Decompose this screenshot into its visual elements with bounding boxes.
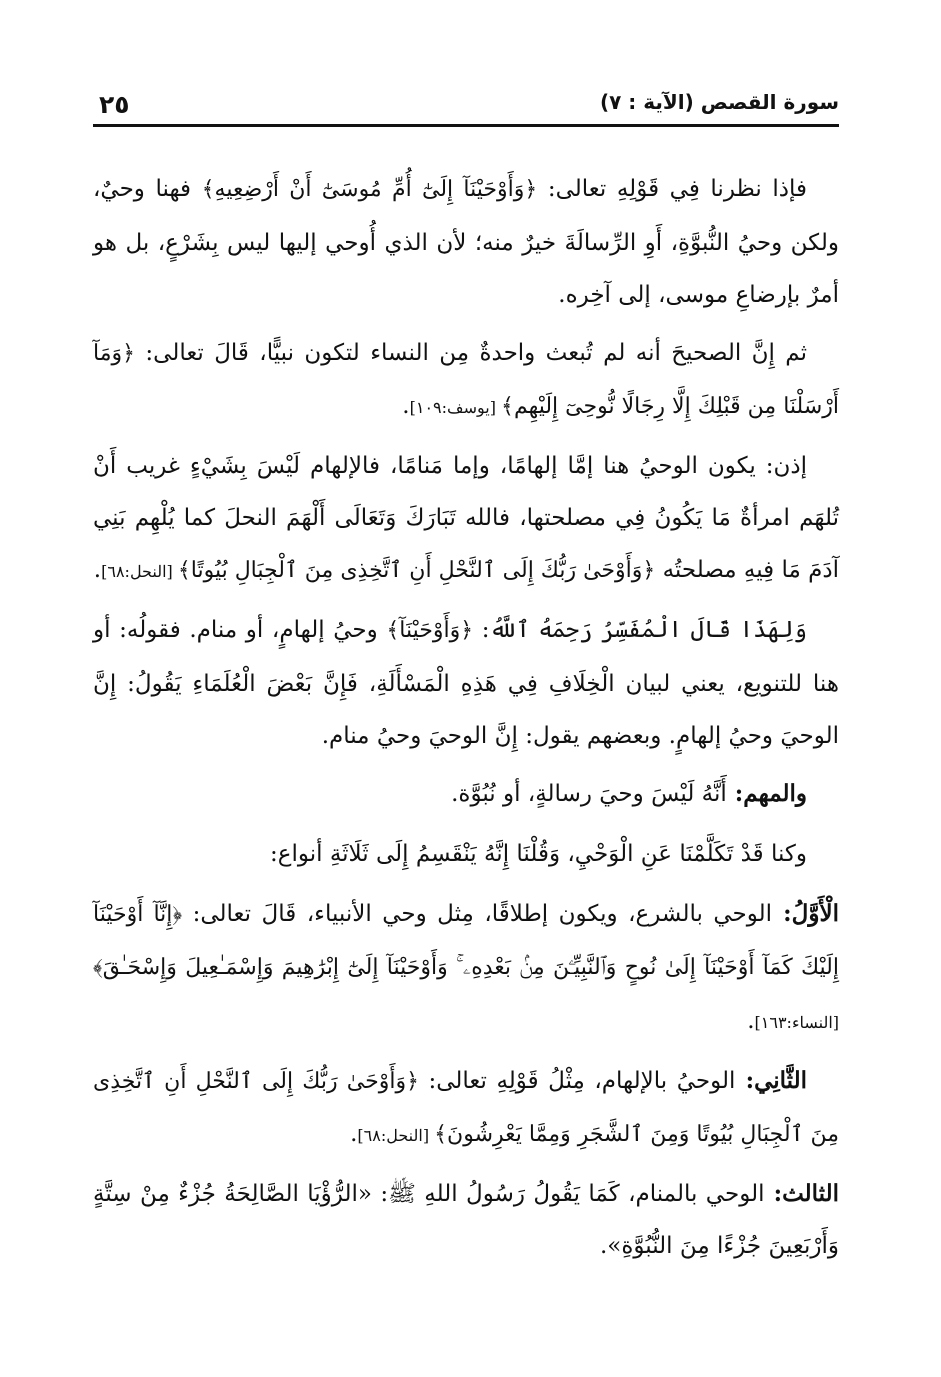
paragraph-text: الوحيُ بالإلهام، مِثْلُ قَوْلِهِ تعالى: [418,1068,736,1094]
paragraph-text: فإذا نظرنا فِي قَوْلِهِ تعالى: [537,176,807,202]
paragraph-2 [93,327,839,434]
paragraph-text-end: . [350,1121,358,1147]
paragraph-8 [93,1055,839,1162]
page-body [93,163,839,1280]
running-title: سورة القصص (الآية : ٧) [599,90,839,114]
paragraph-text-end: وحيُ إلهامٍ، أو منام. فقولُه: أو هنا للتنويع، يعني لبيان الْخِلَافِ فِي هَذِهِ الْمَسْأَلَةِ، فَإِنَّ بَعْضَ الْعُلَمَاءِ يَقُولُ: إِنَّ الوحيَ وحيُ إلهامٍ. وبعضهم يقول: إِنَّ الوحيَ وحيُ منام. [93,617,839,749]
paragraph-text-end: . [599,1233,608,1259]
paragraph-text: إذن: يكون الوحيُ هنا إمَّا إلهامًا، وإما مَنامًا، فالإلهام لَيْسَ بِشَيْءٍ غريب أَنْ تُلهَم امرأةٌ مَا يَكُونُ فِي مصلحتها، فالله تَبَارَكَ وَتَعَالَى أَلْهَمَ النحلَ كما يُلْهِم بَنِي آدَمَ مَا فِيهِ مصلحتُه [93,453,839,583]
paragraph-6 [93,828,839,882]
page-number: ٢٥ [99,90,130,119]
quran-verse: ﴿وَأَوْحَىٰ رَبُّكَ إِلَى ٱلنَّحْلِ أَنِ ٱتَّخِذِى مِنَ ٱلْجِبَالِ بُيُوتًا وَمِنَ ٱلشَّجَرِ وَمِمَّا يَعْرِشُونَ﴾ [93,1069,839,1147]
paragraph-text: ثم إِنَّ الصحيحَ أنه لم تُبعث واحدةٌ مِن النساء لتكون نبيًّا، قَالَ تعالى: [135,340,807,366]
verse-reference: [النساء:١٦٣] [754,1013,839,1032]
paragraph-3 [93,440,839,598]
paragraph-5 [93,768,839,822]
paragraph-9 [93,1168,839,1274]
paragraph-7 [93,888,839,1049]
quran-verse: ﴿وَأَوْحَىٰ رَبُّكَ إِلَى ٱلنَّحْلِ أَنِ ٱتَّخِذِى مِنَ ٱلْجِبَالِ بُيُوتًا﴾ [177,558,656,583]
paragraph-text: أَنَّهُ لَيْسَ وحيَ رسالةٍ، أو نُبُوَّة. [451,781,727,807]
verse-reference: [يوسف:١٠٩] [409,398,502,417]
paragraph-1 [93,163,839,321]
paragraph-text-end: . [93,557,102,583]
paragraph-lead: الثَّانِي: [735,1067,807,1094]
quran-verse: ﴿وَأَوْحَيْنَآ إِلَىٰٓ أُمِّ مُوسَىٰٓ أَنْ أَرْضِعِيهِ﴾ [201,177,538,202]
paragraph-lead: الْأَوَّلُ: [772,900,839,927]
paragraph-text-end: فهنا وحيٌ، ولكن وحيُ النُّبوَّةِ، أَوِ الرِّسالَةَ خيرٌ منه؛ لأن الذي أُوحي إليها ليس بِشَرْعٍ، بل هو أمرٌ بإرضاعِ موسى، إلى آخِره. [93,176,839,308]
header-rule [93,124,839,127]
quran-verse: ﴿إِنَّآ أَوْحَيْنَآ إِلَيْكَ كَمَآ أَوْحَيْنَآ إِلَىٰ نُوحٍ وَٱلنَّبِيِّـۧنَ مِنۢ بَعْدِهِۦ ۚ وَأَوْحَيْنَآ إِلَىٰٓ إِبْرَٰهِيمَ وَإِسْمَـٰعِيلَ وَإِسْحَـٰقَ﴾ [93,902,839,980]
paragraph-text: وَلِهَذَا قَالَ الْمُفَسِّرُ رَحِمَهُ ٱللَّهُ: [473,617,807,643]
paragraph-text: الوحي بالشرع، ويكون إطلاقًا، مِثل وحي الأنبياء، قَالَ تعالى: [182,901,772,927]
paragraph-text: الوحي بالمنام، كَمَا يَقُولُ رَسُولُ اللهِ ﷺ: «الرُّؤْيَا الصَّالِحَةُ جُزْءٌ مِنْ سِتَّةٍ وَأَرْبَعِينَ جُزْءًا مِنَ النُّبُوَّةِ» [93,1181,839,1259]
quran-verse: ﴿وَأَوْحَيْنَآ﴾ [386,618,474,643]
paragraph-text-end: . [402,393,410,419]
paragraph-text: وكنا قَدْ تَكَلَّمْنَا عَنِ الْوَحْيِ، وَقُلْنَا إِنَّهُ يَنْقَسِمُ إِلَى ثَلَاثَةِ أنواع: [269,841,807,867]
paragraph-lead: الثالث: [764,1180,840,1207]
paragraph-lead: والمهم: [726,780,807,807]
page-header [93,88,839,126]
verse-reference: [النحل:٦٨] [101,562,178,581]
paragraph-text-end: . [747,1008,755,1034]
verse-reference: [النحل:٦٨] [357,1126,435,1145]
paragraph-4 [93,604,839,762]
quran-verse: ﴿وَمَآ أَرْسَلْنَا مِن قَبْلِكَ إِلَّا رِجَالًا نُّوحِىٓ إِلَيْهِم﴾ [93,341,839,419]
